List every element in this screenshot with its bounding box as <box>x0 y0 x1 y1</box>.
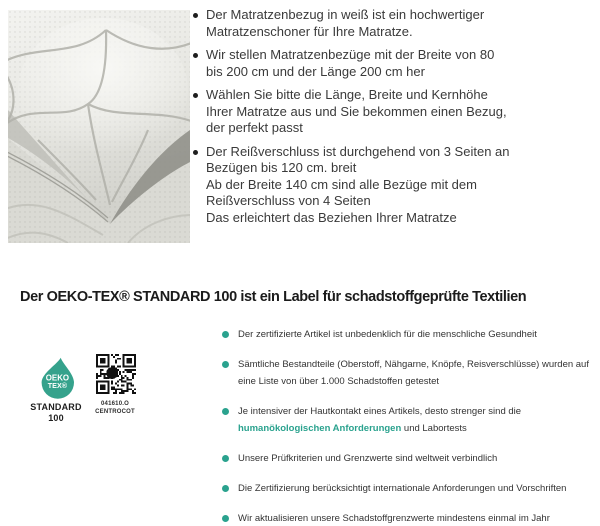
qr-caption-line: 041610.O <box>101 401 129 407</box>
oeko-tex-heading: Der OEKO-TEX® STANDARD 100 ist ein Label für schadstoffgeprüfte Textilien <box>20 289 527 305</box>
oeko-bullet-line <box>238 420 521 437</box>
product-bullet <box>193 47 595 80</box>
teal-bullet-dot-icon <box>222 485 229 492</box>
logo-text-oeko: OEKO <box>45 373 70 383</box>
oeko-bullet-line: Sämtliche Bestandteile (Oberstoff, Nähgarne, Knöpfe, Reisverschlüsse) wurden auf <box>238 359 589 370</box>
teal-bullet-dot-icon <box>222 455 229 462</box>
oeko-bullet <box>222 403 596 437</box>
link-humanoekologische-anforderungen[interactable]: humanökologischen Anforderungen <box>238 423 402 434</box>
oeko-bullet-line: Je intensiver der Hautkontakt eines Artikels, desto strenger sind die <box>238 406 522 417</box>
oeko-bullet-text: Unsere Prüfkriterien und Grenzwerte sind weltweit verbindlich <box>238 453 498 464</box>
standard-100-caption <box>22 402 90 423</box>
oeko-bullet <box>222 450 596 467</box>
qr-caption <box>84 401 146 416</box>
mattress-cover-photo <box>8 10 190 243</box>
product-bullet <box>193 144 595 227</box>
oeko-bullet <box>222 356 596 390</box>
oeko-tex-drop-logo-icon <box>38 356 74 399</box>
product-bullet <box>193 87 595 137</box>
product-bullet-line: Wählen Sie bitte die Länge, Breite und Kernhöhe <box>206 87 488 102</box>
product-bullet-line: Reißverschluss von 4 Seiten <box>206 193 371 208</box>
oeko-bullet-text: Wir aktualisieren unsere Schadstoffgrenzwerte mindestens einmal im Jahr <box>238 513 550 524</box>
standard-line: 100 <box>48 412 64 423</box>
product-bullet-line: Der Matratzenbezug in weiß ist ein hochwertiger <box>206 7 485 22</box>
product-bullet-line: Ab der Breite 140 cm sind alle Bezüge mit dem <box>206 176 477 192</box>
teal-bullet-dot-icon <box>222 515 229 522</box>
oeko-bullet-list <box>222 326 596 526</box>
teal-bullet-dot-icon <box>222 361 229 368</box>
oeko-bullet-text: und Labortests <box>401 423 467 434</box>
product-bullet <box>193 7 595 40</box>
product-bullet-line: der perfekt passt <box>206 120 303 135</box>
teal-bullet-dot-icon <box>222 331 229 338</box>
oeko-bullet <box>222 480 596 497</box>
teal-bullet-dot-icon <box>222 408 229 415</box>
product-bullet-line: Der Reißverschluss ist durchgehend von 3 Seiten an <box>206 143 510 159</box>
logo-text-tex: TEX® <box>47 380 68 390</box>
oeko-bullet <box>222 326 596 343</box>
product-bullet-line: Wir stellen Matratzenbezüge mit der Breite von 80 <box>206 47 495 62</box>
standard-line: STANDARD <box>30 402 82 412</box>
bullet-dot-icon <box>193 93 198 98</box>
mattress-photo-graphic <box>8 10 190 243</box>
product-bullet-line: Matratzenschoner für Ihre Matratze. <box>206 23 413 39</box>
product-bullet-list <box>193 7 595 233</box>
product-bullet-line: Bezügen bis 120 cm. breit <box>206 160 357 175</box>
product-bullet-line: Ihrer Matratze aus und Sie bekommen einen Bezug, <box>206 103 507 119</box>
qr-caption-line: CENTROCOT <box>95 408 135 415</box>
oeko-bullet-text: Die Zertifizierung berücksichtigt internationale Anforderungen und Vorschriften <box>238 483 567 494</box>
bullet-dot-icon <box>193 150 198 155</box>
bullet-dot-icon <box>193 13 198 18</box>
oeko-bullet-line: eine Liste von über 1.000 Schadstoffen getestet <box>238 376 440 387</box>
bullet-dot-icon <box>193 53 198 58</box>
product-bullet-line: bis 200 cm und der Länge 200 cm her <box>206 63 425 79</box>
product-bullet-line: Das erleichtert das Beziehen Ihrer Matratze <box>206 209 457 225</box>
qr-code <box>96 354 136 394</box>
oeko-bullet-text: Der zertifizierte Artikel ist unbedenklich für die menschliche Gesundheit <box>238 329 537 340</box>
oeko-bullet <box>222 510 596 526</box>
